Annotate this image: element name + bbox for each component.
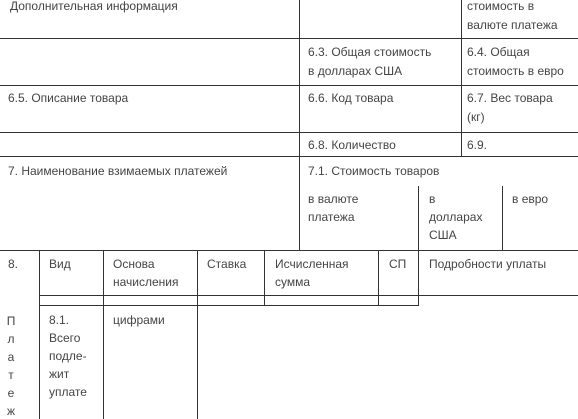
charges-name-label: 7. Наименование взимаемых платежей (8, 164, 228, 178)
col-line (299, 0, 300, 250)
total-due-label-1: 8.1. (49, 313, 70, 327)
header-payment-details: Подробности уплаты (429, 257, 547, 271)
header-summa-1: Исчисленная (275, 257, 349, 271)
col-line (418, 186, 419, 250)
value-usd-1: в (429, 192, 436, 206)
total-usd-label-1: 6.3. Общая стоимость (308, 45, 432, 59)
vertical-letter: а (7, 350, 15, 364)
row-line (0, 156, 578, 157)
col-line (461, 0, 462, 156)
row-line (0, 132, 578, 133)
col-line (502, 186, 503, 250)
header-vid: Вид (49, 257, 71, 271)
value-payment-currency-1: в валюте (308, 192, 359, 206)
field-6-9-label: 6.9. (467, 138, 488, 152)
value-usd-3: США (429, 228, 457, 242)
total-due-label-5: уплате (49, 385, 87, 399)
total-due-label-4: жит (49, 367, 70, 381)
total-payment-currency-label-1: стоимость в (467, 0, 535, 13)
col-line (197, 250, 198, 419)
row-line (0, 85, 578, 86)
total-eur-label-1: 6.4. Общая (467, 45, 530, 59)
additional-info-label: Дополнительная информация (10, 0, 178, 13)
vertical-letter: л (7, 332, 15, 346)
col-line (264, 250, 265, 306)
total-due-label-3: подле- (49, 349, 87, 363)
goods-description-label: 6.5. Описание товара (8, 91, 129, 105)
quantity-label: 6.8. Количество (308, 138, 396, 152)
total-eur-label-2: стоимость в евро (467, 64, 564, 78)
section-8-number: 8. (8, 257, 19, 271)
total-due-label-2: Всего (49, 331, 81, 345)
value-usd-2: долларах (429, 210, 483, 224)
header-osnova-1: Основа (113, 257, 155, 271)
col-line (418, 250, 419, 306)
vertical-letter: ж (6, 404, 16, 418)
header-summa-2: сумма (275, 275, 311, 289)
vertical-letter: П (6, 314, 16, 328)
vertical-letter: т (8, 368, 14, 382)
header-stavka: Ставка (207, 257, 247, 271)
total-payment-currency-label-2: валюте платежа (467, 18, 558, 32)
col-line (39, 250, 40, 419)
goods-code-label: 6.6. Код товара (308, 91, 394, 105)
row-line (0, 250, 578, 251)
header-osnova-2: начисления (113, 275, 179, 289)
goods-weight-label-2: (кг) (467, 110, 485, 124)
col-line (378, 250, 379, 306)
row-line (40, 295, 578, 296)
header-sp: СП (389, 257, 407, 271)
col-line (103, 250, 104, 419)
in-digits-label: цифрами (113, 313, 165, 327)
goods-value-label: 7.1. Стоимость товаров (308, 164, 440, 178)
row-line (0, 38, 578, 39)
value-eur: в евро (512, 192, 549, 206)
vertical-letter: е (7, 386, 15, 400)
goods-weight-label-1: 6.7. Вес товара (467, 91, 553, 105)
row-line (40, 305, 418, 306)
value-payment-currency-2: платежа (308, 210, 355, 224)
total-usd-label-2: в долларах США (308, 64, 403, 78)
